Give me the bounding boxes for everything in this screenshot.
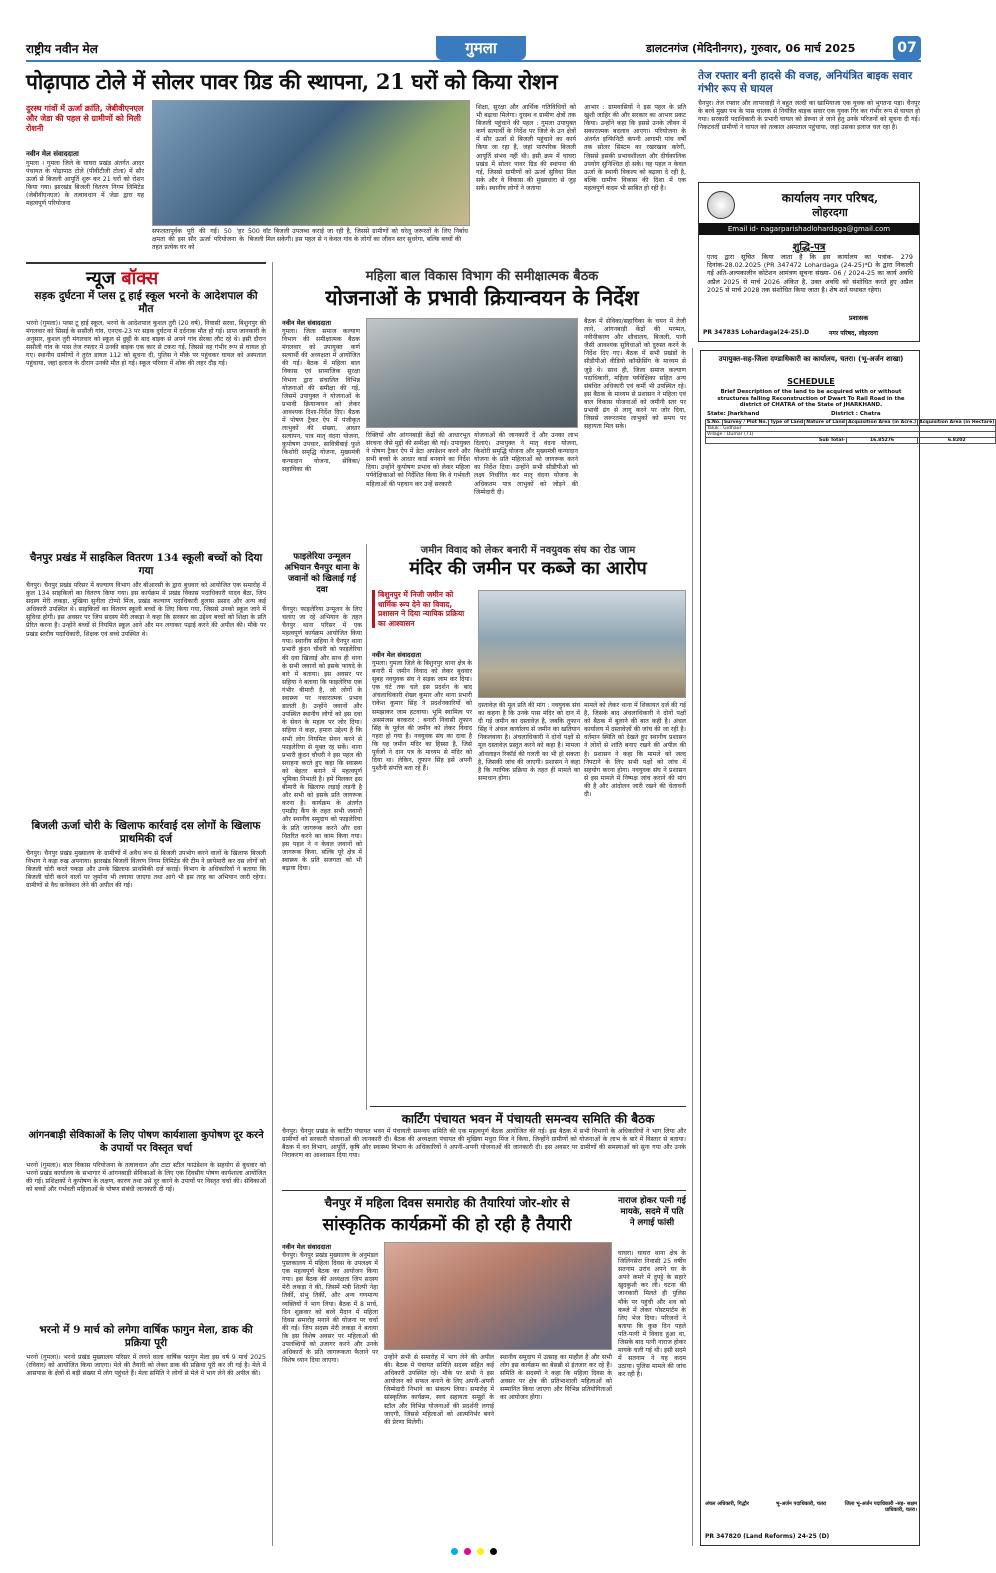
lead-byline: नवीन मेल संवाददाता — [26, 150, 79, 158]
news-b2: चैनपुर। चैनपुर प्रखंड परिसर में कल्याण विभाग और बीआरसी के द्वारा बुधवार को आयोजित एक समारोह में कुल 134 साइकिलों का वितरण किया गया। इस कार्यक्रम में प्रखंड विकास पदाधिकारी यादव बैठा, जिप सदस्य मेरी लकड़ा, मुखिया सुनीता टोप्पो मिंज, प्रखंड कल्याण पदाधिकारी हुलास प्रसाद और अन्य कई अधिकारी उपस्थित थे। साइकिलों का वितरण स्कूली बच्चों के लिए किया गया, जिससे उनको स्कूल जाने में सुविधा होगी। इस अवसर पर जिप सदस्य मेरी लकड़ा ने कहा कि सरकार का उद्देश्य बच्चों को शिक्षा के प्रति प्रेरित करना है। उन्होंने बच्चों से नियमित स्कूल आने और मन लगाकर पढ़ाई करने की अपील की। मौके पर प्रखंड स्तरीय पदाधिकारी, शिक्षक एवं बच्चे उपस्थित थे। — [26, 582, 266, 638]
schedule-col-plot: Survey / Plot No. — [723, 420, 768, 425]
mbvv-col-2: रिक्तियों और आंगनबाड़ी केंद्रों की आधारभूत संरचना जैसे मुद्दों की समीक्षा की गई। उपायुक्त ने पोषण ट्रैकर ऐप में डेटा अपडेशन करने और सभी बच्चों के आधार कार्ड बनवाने का निर्देश दिया। उन्होंने कुपोषण प्रभाव को लेकर महिला पर्यवेक्षिकाओं को निर्देशित किया कि वे गर्भवती महिलाओं की पहचान कर उन्हें सरकारी — [366, 432, 470, 488]
culture-col-3: स्थानीय समुदाय में उत्साह का माहौल है और सभी लोग इस कार्यक्रम का बेसब्री से इंतजार कर रहे हैं। समिति के सदस्यों ने कहा कि महिला दिवस के अवसर पर क्षेत्र की प्रतिभाशाली महिलाओं को सम्मानित किया जाएगा और विभिन्न प्रतियोगिताओं का आयोजन होगा। — [500, 1354, 612, 1402]
column-divider — [272, 262, 273, 1546]
emblem-icon — [707, 191, 735, 219]
news-h5: भरनो में 9 मार्च को लगेगा वार्षिक फागुन मेला, डाक की प्रक्रिया पूरी — [39, 1324, 253, 1349]
schedule-total-row — [706, 438, 996, 444]
suicide-body: घाघरा। घाघरा थाना क्षेत्र के जिलिंगसेरा निवासी 25 वर्षीय सतनाम उरांव अपने घर के अपने कमरे में दुपट्टे के सहारे खुदकुशी कर ली। घटना की जानकारी मिलते ही पुलिस मौके पर पहुंची और शव को कब्जे में लेकर पोस्टमार्टम के लिए भेज दिया। परिजनों ने बताया कि कुछ दिन पहले पति-पत्नी में विवाद हुआ था, जिसके बाद पत्नी नाराज होकर मायके चली गई थी। इसी सदमे में सतनाम ने यह कदम उठाया। पुलिस मामले की जांच कर रही है। — [618, 1250, 686, 1379]
land-kicker: जमीन विवाद को लेकर बनारी में नवयुवक संघ का रोड जाम — [420, 545, 636, 556]
column-divider — [366, 544, 367, 1110]
news-box-title — [86, 266, 158, 290]
solar-panel-photo — [152, 100, 470, 226]
accident-body: चैनपुर। तेज रफ्तार और लापरवाही ने बहुत जल्दी का खामियाजा एक युवक को भुगतना पड़ा। चैनपुर के बरवे मुख्य पथ के पास चालक से नियंत्रित बाइक सवार एक युवक गिर कर गंभीर रूप से घायल हो गया। सरकारी पदाधिकारी के प्रभारी घायल को डेरूवा ले जाने हेतु उनके परिजनों को सूचना दी गई। निकटवर्ती ग्रामीणों ने घायल को तत्काल अस्पताल पहुंचाया, जहां उसका इलाज चल रहा है। — [698, 100, 920, 132]
lead-body-4: आभार : ग्रामवासियों ने इस पहल के प्रति खुशी जाहिर की और सरकार का आभार प्रकट किया। उन्होंने कहा कि इससे उनके जीवन में सकारात्मक बदलाव आएगा। परियोजना के अंतर्गत इन्फिनिटी कंपनी आगामी पांच वर्षों तक सोलर सिस्टम का रखरखाव करेगी, जिससे इसकी प्रभावशीलता और दीर्घकालिक उपयोग सुनिश्चित हो सके। यह पहल न केवल ऊर्जा के स्थायी विकल्प को बढ़ावा दे रही है, बल्कि ग्रामीण विकास की दिशा में एक महत्वपूर्ण कदम भी साबित हो रही है। — [584, 104, 686, 192]
news-h2: चैनपुर प्रखंड में साइकिल वितरण 134 स्कूली बच्चों को दिया गया — [29, 552, 263, 577]
black-dot-icon — [490, 1548, 497, 1555]
land-byline: नवीन मेल संवाददाता — [372, 651, 421, 659]
mbvv-col-4: बैठक में सेविका/सहायिका के चयन में तेजी लाने, आंगनबाड़ी केंद्रों की मरम्मत, नवीनीकरण और शौचालय, बिजली, पानी जैसी आवश्यक सुविधाओं को दुरुस्त करने के निर्देश दिए गए। बैठक में सभी प्रखंडों के सीडीपीओ वीडियो कॉन्फ्रेंसिंग के माध्यम से जुड़े थे। साथ ही, जिला समाज कल्याण पदाधिकारी, महिला पर्यवेक्षिका सहित अन्य संबंधित अधिकारी एवं कर्मी भी उपस्थित रहे। इस बैठक के माध्यम से प्रशासन ने महिला एवं बाल विकास योजनाओं को जमीनी स्तर पर प्रभावी ढंग से लागू करने पर जोर दिया, जिससे जरूरतमंद लाभुकों को समय पर सहायता मिल सके। — [584, 318, 686, 431]
schedule-signer-3: जिला भू-अर्जन पदाधिकारी -सह- सक्षम प्राधिकारी, चतरा। — [844, 1501, 917, 1513]
schedule-signers — [705, 1501, 917, 1513]
schedule-signer-2: भू-अर्जन पदाधिकारी, चतरा — [775, 1501, 827, 1507]
culture-headline: सांस्कृतिक कार्यक्रमों की हो रही है तैयारी — [322, 1215, 572, 1235]
news-b5: भरनो (गुमला)। भरनो प्रखंड मुख्यालय परिसर में लगने वाला वार्षिक फागुन मेला इस वर्ष 9 मार्च 2025 (रविवार) को आयोजित किया जाएगा। मेले की तैयारी को लेकर डाक की प्रक्रिया पूरी कर ली गई है। मेले में आसपास के क्षेत्रों से बड़ी संख्या में लोग पहुंचते हैं। मेला समिति ने लोगों से मेले में भाग लेने की अपील की। — [26, 1354, 266, 1378]
schedule-title: SCHEDULE — [787, 377, 835, 386]
newspaper-brand: राष्ट्रीय नवीन मेल — [26, 42, 98, 56]
notice-signer2: नगर परिषद, लोहरदगा — [829, 330, 879, 337]
filaria-body: चैनपुर। फाइलेरिया उन्मूलन के लिए चलाए जा रहे अभियान के तहत चैनपुर थाना परिसर में एक महत्वपूर्ण कार्यक्रम आयोजित किया गया। स्थानीय सहिया ने चैनपुर थाना प्रभारी कुंदन चौधरी को फाइलेरिया की दवा खिलाई और साथ ही थाना के सभी जवानों को इसके फायदे के बारे में बताया। इस अवसर पर सहिया ने बताया कि फाइलेरिया एक गंभीर बीमारी है, जो लोगों के स्वास्थ्य पर नकारात्मक प्रभाव डालती है। उन्होंने जवानों और उपस्थित स्थानीय लोगों को इस दवा के सेवन के महत्व पर जोर दिया। सहिया ने कहा, हमारा उद्देश्य है कि सभी लोग नियमित सेवन करने से फाइलेरिया से मुक्त रह सकें। थाना प्रभारी कुंदन चौधरी ने इस पहल की सराहना करते हुए कहा कि स्वास्थ्य को बेहतर बनाने में महत्वपूर्ण भूमिका निभाती है। हमें मिलकर इस बीमारी के खिलाफ लड़ाई लड़नी है और सभी को इसके प्रति जागरूक करना है। कार्यक्रम के अंतर्गत एमडीए कैंप के तहत सभी जवानों और स्थानीय समुदाय को फाइलेरिया के प्रति जागरूक करने और दवा वितरित करने का काम किया गया। इस पहल ने न केवल जवानों को जागरूक किया, बल्कि पूरे क्षेत्र में स्वास्थ्य के प्रति सजगता को भी बढ़ावा दिया। — [282, 606, 362, 872]
page-number: 07 — [893, 36, 921, 60]
schedule-district: District : Chatra — [831, 411, 881, 417]
mbvv-col-3: योजनाओं की जानकारी दें और उनका लाभ दिलाएं। उपायुक्त ने मातृ वंदना योजना, किशोरी समृद्धि योजना और मुख्यमंत्री कन्यादान योजना के प्रति महिलाओं को जागरूक करने का निर्देश दिया। उन्होंने सभी सीडीपीओ को लक्ष्य निर्धारित कर मातृ वंदना योजना के अधिकतम पात्र लाभुकों को जोड़ने की जिम्मेदारी दी। — [474, 432, 578, 496]
magenta-dot-icon — [464, 1548, 471, 1555]
culture-col-1: चैनपुर। चैनपुर प्रखंड मुख्यालय के अनुमंडल पुस्तकालय में महिला दिवस के उपलक्ष्य में एक महत्वपूर्ण बैठक का आयोजन किया गया। इस बैठक की अध्यक्षता जिप सदस्य मेरी लकड़ा ने की, जिसमें मंत्री शिल्पी नेहा तिर्की, संभु तिर्की, और अन्य गणमान्य व्यक्तियों ने भाग लिया। बैठक में 8 मार्च, दिन शुक्रवार को बरवे मैदान में महिला दिवस समारोह मनाने की योजना पर चर्चा की गई। जिप सदस्य मेरी लकड़ा ने बताया कि इस विशेष अवसर पर महिलाओं की उपलब्धियों को उजागर करने और उनके अधिकारों के प्रति जागरूकता फैलाने पर विशेष ध्यान दिया जाएगा। — [282, 1252, 378, 1365]
karting-body: चैनपुर। चैनपुर प्रखंड के कार्टिंग पंचायत भवन में पंचायती समन्वय समिति की एक महत्वपूर्ण बैठक आयोजित की गई। इस बैठक में सभी विभागों के अधिकारियों ने भाग लिया और ग्रामीणों को सरकारी योजनाओं की जानकारी दी। बैठक की अध्यक्षता पंचायत की मुखिया मधुरा मिंज ने किया, जिन्होंने ग्रामीणों को योजनाओं के लाभ के बारे में विस्तार से बताया। बैठक में वन विभाग, आपूर्ति, कृषि और स्वास्थ्य विभाग के अधिकारियों ने अपनी-अपनी योजनाओं की जानकारी दी। इस अवसर पर ग्रामीणों की समस्याओं को सुना गया और उनके निराकरण का आश्वासन दिया गया। — [282, 1128, 686, 1160]
culture-col-2: उन्होंने सभी से समारोह में भाग लेने की अपील की। बैठक में पंचायत समिति सदस्य सहित कई अधिकारी उपस्थित रहे। मौके पर सभी ने इस आयोजन को सफल बनाने के लिए अपनी-अपनी जिम्मेदारी निभाने का संकल्प लिया। समारोह में सांस्कृतिक कार्यक्रम, स्वयं सहायता समूहों के स्टॉल और विभिन्न योजनाओं की प्रदर्शनी लगाई जाएगी, जिससे महिलाओं को आत्मनिर्भर बनने की प्रेरणा मिलेगी। — [384, 1354, 494, 1426]
notice-place: लोहरदगा — [812, 206, 848, 219]
notice-email: Email id- nagarparishadlohardaga@gmail.com — [699, 223, 919, 235]
lead-deck: दुरस्थ गांवों में ऊर्जा क्रांति, जेबीवीएनएल और जेडा की पहल से ग्रामीणों को मिली रोशनी — [26, 104, 144, 133]
culture-kicker: चैनपुर में महिला दिवस समारोह की तैयारियां जोर-शोर से — [324, 1196, 570, 1210]
land-col-2: दस्तावेज़ की मूल प्रति की मांग : नवयुवक संघ का कहना है कि उनके पास मंदिर को दान में दी गई जमीन का दस्तावेज़ है, जबकि तूफान सिंह ने अंचल कार्यालय से जमीन का खतियान निकलवाया है। अंचलाधिकारी ने दोनों पक्षों से मूल दस्तावेज़ प्रस्तुत करने को कहा है। मामला ऑनलाइन रिकॉर्ड की गलती का भी हो सकता है, जिसकी जांच की जाएगी। प्रशासन ने कहा है कि न्यायिक प्रक्रिया के तहत ही मामले का समाधान होगा। — [478, 702, 580, 782]
suicide-headline: नाराज होकर पत्नी गई मायके, सदमे में पति ने लगाई फांसी — [618, 1196, 686, 1228]
mbvv-headline: योजनाओं के प्रभावी क्रियान्वयन के निर्देश — [325, 285, 639, 310]
schedule-office: उपायुक्त-सह-जिला दण्डाधिकारी का कार्यालय, चतरा। (भू-अर्जन शाखा) — [718, 355, 904, 363]
divider — [282, 1190, 686, 1191]
yellow-dot-icon — [477, 1548, 484, 1555]
lead-caption: सफलतापूर्वक पूरी की गई। 50 'हर क्षमता की इस सौर ऊर्जा परियोजना के तहत प्रत्येक घर को — [152, 228, 244, 252]
land-deck: बिशुनपुर में निजी जमीन को धार्मिक रूप देने का विवाद, प्रशासन ने दिया न्यायिक प्रक्रिया का आश्वासन — [372, 590, 472, 628]
schedule-header-row — [706, 420, 996, 426]
schedule-taluk: Taluk : Gidhaur — [706, 426, 996, 432]
land-col-1: गुमला। गुमला जिले के बिशुनपुर थाना क्षेत्र के बनारी में जमीन विवाद को लेकर बुधवार सुबह नवयुवक संघ ने सड़क जाम कर दिया। एक घंटे तक चले इस प्रदर्शन के बाद अंचलाधिकारी शेखर कुमार और थाना प्रभारी राकेश कुमार सिंह ने प्रदर्शनकारियों को समझाकर जाम हटवाया। भूमि स्वामित्व पर असमंजस बरकरार : बनारी निवासी तूफान सिंह के पूर्वज की जमीन को लेकर विवाद गहरा हो गया है। नवयुवक संघ का दावा है कि यह जमीन मंदिर का हिस्सा है, जिसे पूर्वजों ने दान पत्र के माध्यम से मंदिर को दिया था। लेकिन, तूफान सिंह इसे अपनी पुश्तैनी संपत्ति बता रहे हैं। — [372, 660, 472, 773]
color-registration-bar — [26, 1548, 921, 1556]
news-b4: भरनो (गुमला)। बाल विकास परियोजना के तत्वावधान और टाटा स्टील फाउंडेशन के सहयोग से बुधवार को भरनो प्रखंड कार्यालय के सभागार में आंगनबाड़ी सेविकाओं के लिए एक दिवसीय पोषण कार्यशाला आयोजित की गई। प्रशिक्षकों ने कुपोषण के लक्षण, कारण तथा उसे दूर करने के उपायों पर विस्तृत चर्चा की। सेविकाओं को बच्चों और गर्भवती महिलाओं के पोषण संबंधी जानकारी दी गई। — [26, 1162, 266, 1194]
meeting-photo — [366, 318, 578, 428]
land-headline: मंदिर की जमीन पर कब्जे का आरोप — [409, 558, 647, 579]
notice-signer: प्रशासक — [849, 314, 869, 322]
news-b3: चैनपुर। चैनपुर प्रखंड मुख्यालय के ग्रामीणों में अवैध रूप से बिजली उपभोग करने वालों के खिलाफ बिजली विभाग ने कड़ा रुख अपनाया। झारखंड बिजली वितरण निगम लिमिटेड की टीम ने छापेमारी कर दस लोगों को बिजली चोरी करते पकड़ा और उनके खिलाफ प्राथमिकी दर्ज कराई। विभाग के अधिकारियों ने बताया कि बिजली चोरी करने वालों पर जुर्माना भी लगाया जाएगा तथा आगे भी इस तरह का अभियान जारी रहेगा। ग्रामीणों से वैध कनेक्शन लेने की अपील की गई। — [26, 850, 266, 890]
cyan-dot-icon — [451, 1548, 458, 1555]
mbvv-col-1: गुमला। जिला समाज कल्याण विभाग की समीक्षात्मक बैठक मंगलवार को उपायुक्त कर्ण सत्यार्थी की अध्यक्षता में आयोजित की गई। बैठक में महिला बाल विकास एवं सामाजिक सुरक्षा विभाग द्वारा संचालित विभिन्न योजनाओं की समीक्षा की गई, जिसमें उपायुक्त ने योजनाओं के प्रभावी क्रियान्वयन को लेकर आवश्यक दिशा-निर्देश दिए। बैठक में पोषण ट्रैकर ऐप में पंजीकृत लाभुकों की संख्या, आधार सत्यापन, पात्र मातृ वंदना योजना, कुपोषण उपचार, सावित्रीबाई फुले किशोरी समृद्धि योजना, मुख्यमंत्री कन्यादान योजना, सेविका/सहायिका की — [282, 328, 360, 473]
schedule-table-wrap — [705, 419, 995, 444]
news-box-column — [26, 262, 266, 1546]
accident-headline: तेज रफ्तार बनी हादसे की वजह, अनियंत्रित बाइक सवार गंभीर रूप से घायल — [698, 70, 913, 95]
lead-body-2: 500 वॉट बिजली उपलब्ध कराई जा रही है, जिससे ग्रामीणों को घरेलू जरूरतों के लिए निर्बाध बिजली मिल सकेगी। इस पहल से न केवल गांव के लोगों का जीवन स्तर सुधरेगा, बल्कि बच्चों की — [248, 228, 468, 244]
column-divider — [692, 348, 693, 1546]
news-b1: भरनो (गुमला)। प्लस टू हाई स्कूल, भरनो के आदेशपाल कुशल तुरी (20 वर्ष), निवासी सरवा, बिशुनपुर की मंगलवार को सिसई के ससौली गांव, एनएच-23 पर सड़क दुर्घटना में दर्दनाक मौत हो गई। प्राप्त जानकारी के अनुसार, कुशल तुरी मंगलवार को स्कूल से छुट्टी के बाद बाइक से अपने गांव सेरका लौट रहे थे। इसी दौरान ससौली गांव के पास तेज रफ्तार में उनकी बाइक एक कार से टकरा गई, जिससे वह गंभीर रूप से घायल हो गए। स्थानीय ग्रामीणों ने तुरंत डायल 112 को सूचना दी, पुलिस ने मौके पर पहुंचकर घायल को अस्पताल पहुंचाया, जहां इलाज के दौरान उनकी मौत हो गई। स्कूल परिवार में शोक की लहर दौड़ गई। — [26, 320, 266, 368]
truck-photo — [478, 590, 686, 698]
lead-headline: पोढ़ापाठ टोले में सोलर पावर ग्रिड की स्थापना, 21 घरों को किया रोशन — [26, 69, 558, 94]
schedule-table — [705, 419, 996, 444]
karting-headline: कार्टिंग पंचायत भवन में पंचायती समन्वय समिति की बैठक — [401, 1112, 655, 1126]
correction-notice — [698, 182, 920, 342]
lead-body-1: गुमला । गुमला जिले के घाघरा प्रखंड अंतर्गत आदर पंचायत के पोढ़ापाठ टोले (पीवीटीजी टोला) में सौर ऊर्जा से बिजली आपूर्ति शुरू कर 21 घरों को रोशन किया गया। झारखंड बिजली वितरण निगम लिमिटेड (जेबीवीएनएल) के तत्वावधान में जेडा द्वारा यह महत्वपूर्ण परियोजना — [26, 160, 144, 208]
schedule-col-sno: S.No. — [707, 420, 721, 425]
schedule-col-ha: Acquisition Area (in Hectare) — [919, 420, 995, 425]
schedule-pr: PR 347820 (Land Reforms) 24-25 (D) — [705, 1533, 830, 1540]
news-h3: बिजली ऊर्जा चोरी के खिलाफ कार्रवाई दस लोगों के खिलाफ प्राथमिकी दर्ज — [31, 820, 261, 845]
notice-office: कार्यालय नगर परिषद, — [781, 191, 879, 205]
news-box-label-a: न्यूज — [86, 268, 116, 289]
land-col-3: मामले को लेकर थाना में शिकायत दर्ज की गई है, जिसके बाद अंचलाधिकारी ने दोनों पक्षों को बैठक में बुलाने की बात कही है। अंचल कार्यालय में दस्तावेज़ों की जांच की जा रही है। वर्तमान स्थिति को देखते हुए स्थानीय प्रशासन ने लोगों से शांति बनाए रखने की अपील की है। प्रशासन ने कहा कि मामले को जल्द निपटाने के लिए सभी पक्षों को जांच में सहयोग करना होगा। नवयुवक संघ ने प्रशासन से इस मामले में निष्पक्ष जांच कराने की मांग की है और आंदोलन जारी रखने की चेतावनी दी। — [584, 702, 686, 799]
schedule-col-acre: Acquisition Area (in Acre.) — [847, 420, 917, 425]
schedule-total-acre: 16.85276 — [846, 438, 917, 444]
divider — [370, 1106, 686, 1107]
schedule-notice — [700, 350, 995, 1546]
news-h4: आंगनबाड़ी सेविकाओं के लिए पोषण कार्यशाला कुपोषण दूर करने के उपायों पर विस्तृत चर्चा — [28, 1130, 264, 1154]
notice-pr: PR 347835 Lohardaga(24-25).D — [703, 329, 810, 336]
masthead — [26, 36, 921, 62]
schedule-signer-1: अंचल अधिकारी, गिद्धौर — [705, 1501, 749, 1507]
news-h1: सड़क दुर्घटना में प्लस टू हाई स्कूल भरनो के आदेशपाल की मौत — [34, 290, 258, 315]
schedule-col-nature: Nature of Land — [806, 420, 845, 425]
schedule-total-label: Sub Total- — [706, 438, 847, 444]
news-box-label-b: बॉक्स — [121, 268, 159, 289]
notice-title: शुद्धि-पत्र — [792, 242, 826, 253]
section-label: गुमला — [436, 36, 526, 60]
schedule-total-ha: 6.8202 — [918, 438, 996, 444]
schedule-desc: Brief Description of the land to be acquired with or without structures falling Reconstruction of Dwart To Rail Road in the district of CHATRA of the State of JHARKHAND. — [717, 389, 905, 409]
lead-body-3: शिक्षा, सुरक्षा और आर्थिक गतिविधियों को भी बढ़ावा मिलेगा। दुरस्थ व ग्रामीण क्षेत्रों तक बिजली पहुंचाने की पहल : गुमला उपायुक्त कर्ण सत्यार्थी के निर्देश पर जिले के उन क्षेत्रों में सौर ऊर्जा से बिजली पहुंचाने का कार्य किया जा रहा है, जहां पारंपरिक बिजली आपूर्ति संभव नहीं थी। इसी क्रम में घाघरा प्रखंड में सोलर पावर ग्रिड की स्थापना की गई, जिससे ग्रामीणों को ऊर्जा सुविधा मिल सके और वे विकास की मुख्यधारा से जुड़ सकें। स्थानीय लोगों ने जताया — [476, 104, 576, 192]
schedule-state: State: Jharkhand — [707, 411, 760, 417]
mbvv-kicker: महिला बाल विकास विभाग की समीक्षात्मक बैठक — [365, 269, 599, 284]
notice-body: एतद द्वारा सूचित किया जाता है कि इस कार्यालय का पत्रांक- 279 दिनांक-28.02.2025 (PR 347472 Lohardaga (24-25)*D के द्वारा निकाली गई अति-अल्पकालीन कोटेशन आमंत्रण सूचना संख्या- 06 / 2024-25 का कार्य अवधि अप्रैल 2025 से मार्च 2026 अंकित है, उक्त अवधि को संशोधित करते हुए अप्रैल 2025 से मार्च 2028 तक संशोधित किया जाता है। शेष शर्त यथावत रहेगा। — [707, 253, 913, 294]
dateline: डालटनगंज (मेदिनीनगर), गुरुवार, 06 मार्च 2025 — [646, 42, 856, 55]
filaria-headline: फाइलेरिया उन्मूलन अभियान चैनपुर थाना के जवानों को खिलाई गई दवा — [284, 552, 360, 595]
culture-byline: नवीन मेल संवाददाता — [282, 1243, 331, 1251]
mbvv-byline: नवीन मेल संवाददाता — [282, 319, 331, 327]
schedule-col-type: Type of Land — [770, 420, 804, 425]
women-group-photo — [384, 1242, 612, 1350]
schedule-village: Village : Dumar (71) — [706, 432, 996, 438]
